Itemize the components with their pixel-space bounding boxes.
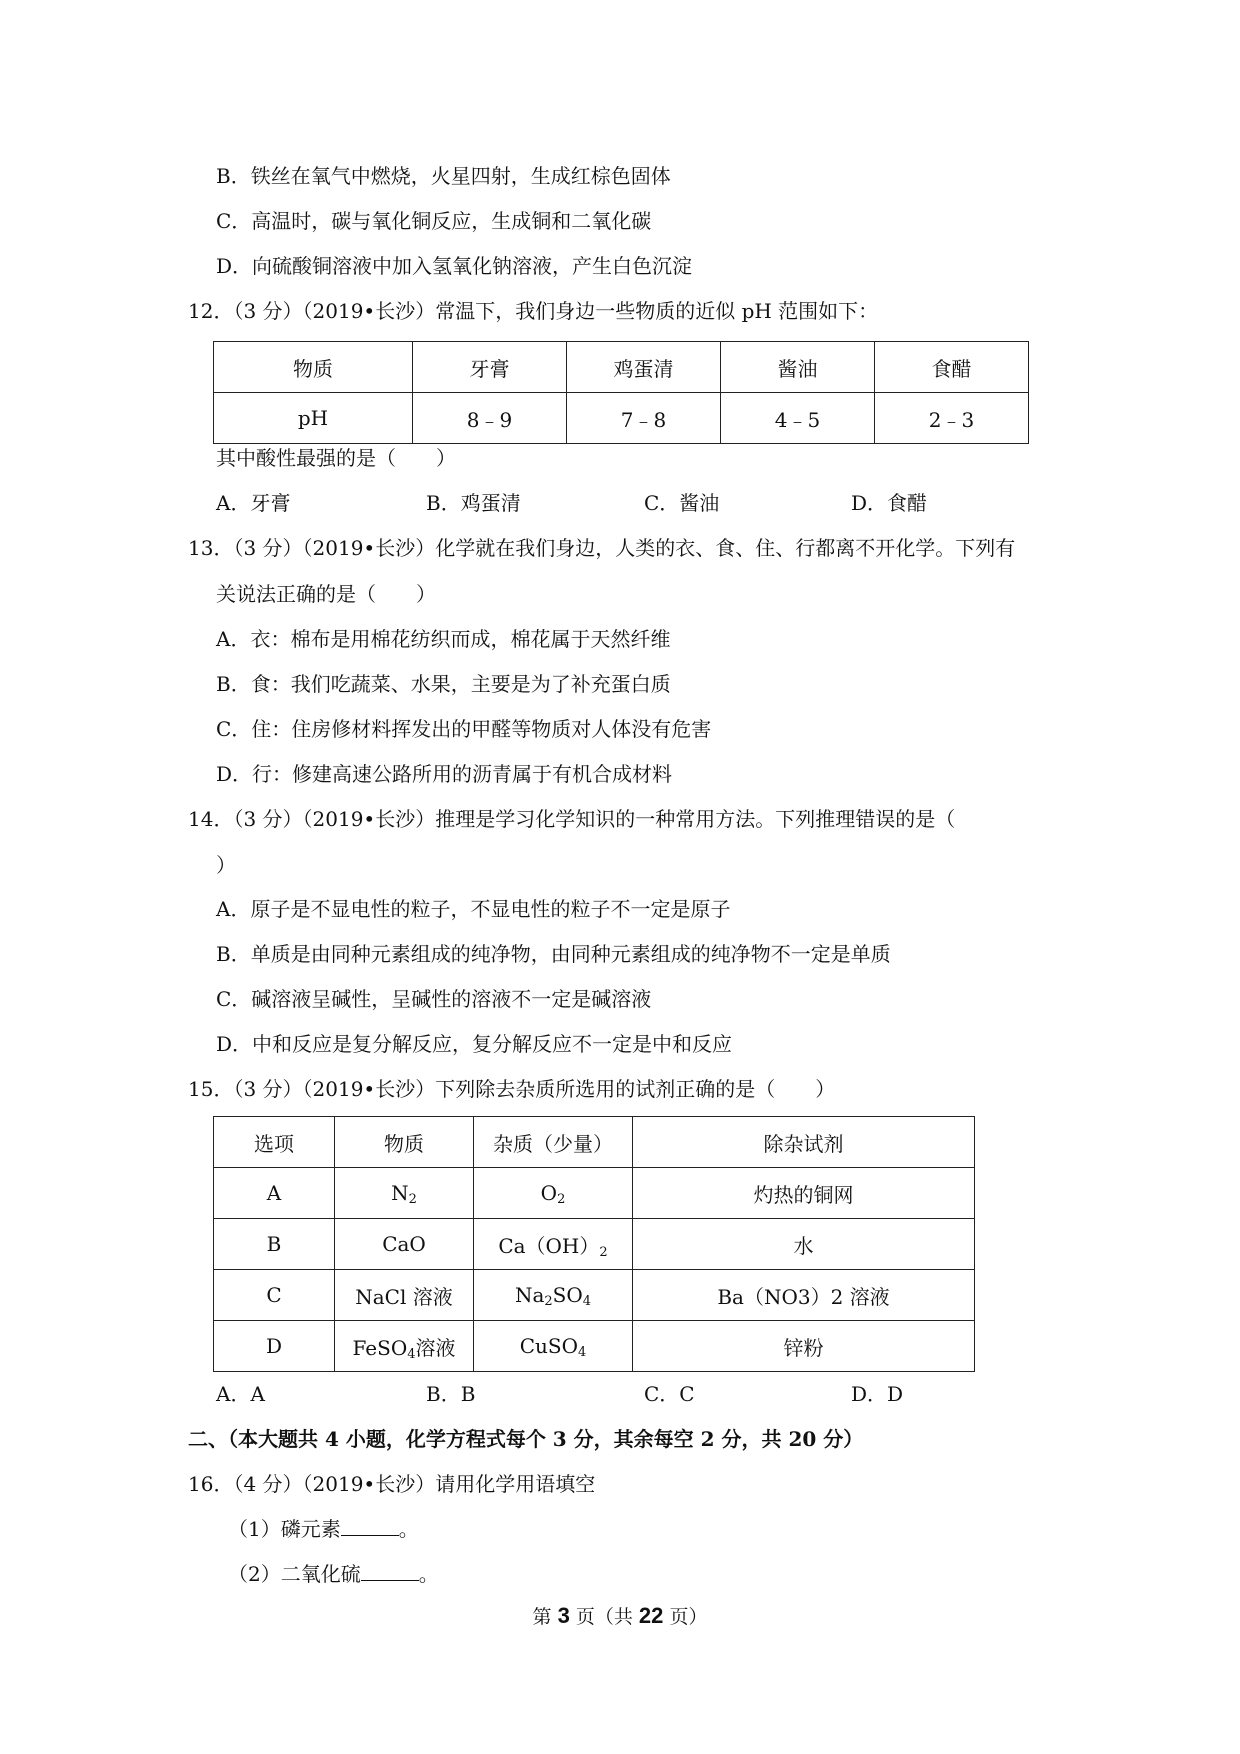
q14-option: A．原子是不显电性的粒子，不显电性的粒子不一定是原子 <box>216 897 731 921</box>
q11-option-c: C．高温时，碳与氧化铜反应，生成铜和二氧化碳 <box>216 209 652 233</box>
q12-options <box>216 489 976 517</box>
q15-option: B．B <box>426 1382 476 1406</box>
impurity-table-cell: 灼热的铜网 <box>633 1168 975 1219</box>
impurity-table-cell: Ba（NO3）2 溶液 <box>633 1270 975 1321</box>
q15-option: A．A <box>216 1382 265 1406</box>
q16-item-2: （2）二氧化硫 。 <box>228 1562 439 1586</box>
impurity-table-row <box>214 1321 975 1372</box>
q14-option: C．碱溶液呈碱性，呈碱性的溶液不一定是碱溶液 <box>216 987 652 1011</box>
q13-option: D．行：修建高速公路所用的沥青属于有机合成材料 <box>216 762 673 786</box>
answer-blank[interactable] <box>361 1560 419 1581</box>
ph-table-cell: 8﹣9 <box>413 393 567 444</box>
ph-table-cell: 7﹣8 <box>567 393 721 444</box>
q14-option: D．中和反应是复分解反应，复分解反应不一定是中和反应 <box>216 1032 733 1056</box>
q15-option: D．D <box>851 1382 904 1406</box>
impurity-table-cell: FeSO$_4$溶液 <box>335 1321 474 1372</box>
page-total: 22 <box>638 1603 664 1628</box>
ph-table-header: 鸡蛋清 <box>567 342 721 393</box>
impurity-table-header: 选项 <box>214 1117 335 1168</box>
answer-blank[interactable] <box>341 1515 399 1536</box>
q12-option: C．酱油 <box>644 491 720 515</box>
q15-option: C．C <box>644 1382 695 1406</box>
page-footer: 第 3 页（共 22 页） <box>532 1603 708 1628</box>
impurity-table-header-row <box>214 1117 975 1168</box>
impurity-table-cell: 锌粉 <box>633 1321 975 1372</box>
impurity-table-header: 物质 <box>335 1117 474 1168</box>
impurity-table-cell: B <box>214 1219 335 1270</box>
impurity-table-cell: 水 <box>633 1219 975 1270</box>
impurity-table-cell: CuSO$_4$ <box>474 1321 633 1372</box>
q13-option: C．住：住房修材料挥发出的甲醛等物质对人体没有危害 <box>216 717 712 741</box>
section-heading: 二、（本大题共 4 小题，化学方程式每个 3 分，其余每空 2 分，共 20 分） <box>188 1427 864 1451</box>
q13-stem-line1: 13．（3 分）（2019•长沙）化学就在我们身边，人类的衣、食、住、行都离不开化学。下列有 <box>188 536 1016 560</box>
q13-option: B．食：我们吃蔬菜、水果，主要是为了补充蛋白质 <box>216 672 671 696</box>
ph-table-cell: 4﹣5 <box>721 393 875 444</box>
ph-table-header: 酱油 <box>721 342 875 393</box>
ph-table-cell: pH <box>214 393 413 444</box>
impurity-table-row <box>214 1168 975 1219</box>
impurity-table-cell: D <box>214 1321 335 1372</box>
impurity-table-cell: A <box>214 1168 335 1219</box>
ph-table-header: 食醋 <box>875 342 1029 393</box>
q12-option: B．鸡蛋清 <box>426 491 521 515</box>
impurity-table-cell: $N_2$ <box>335 1168 474 1219</box>
impurity-table <box>213 1116 975 1372</box>
impurity-table-row <box>214 1270 975 1321</box>
impurity-table-cell: C <box>214 1270 335 1321</box>
ph-table-header-row <box>214 342 1029 393</box>
ph-table-cell: 2﹣3 <box>875 393 1029 444</box>
q14-option: B．单质是由同种元素组成的纯净物，由同种元素组成的纯净物不一定是单质 <box>216 942 891 966</box>
q16-item-1: （1）磷元素 。 <box>228 1517 419 1541</box>
q15-options <box>216 1380 976 1408</box>
q12-question: 其中酸性最强的是（ ） <box>216 446 456 470</box>
impurity-table-header: 杂质（少量） <box>474 1117 633 1168</box>
q16-stem: 16．（4 分）（2019•长沙）请用化学用语填空 <box>188 1472 596 1496</box>
impurity-table-cell: $O_2$ <box>474 1168 633 1219</box>
q12-stem: 12．（3 分）（2019•长沙）常温下，我们身边一些物质的近似 pH 范围如下： <box>188 299 879 323</box>
ph-table-header: 物质 <box>214 342 413 393</box>
ph-table-row <box>214 393 1029 444</box>
q11-option-b: B．铁丝在氧气中燃烧，火星四射，生成红棕色固体 <box>216 164 671 188</box>
page-number: 3 <box>557 1603 570 1628</box>
q13-option: A．衣：棉布是用棉花纺织而成，棉花属于天然纤维 <box>216 627 671 651</box>
impurity-table-cell: NaCl 溶液 <box>335 1270 474 1321</box>
ph-table-header: 牙膏 <box>413 342 567 393</box>
impurity-table-row <box>214 1219 975 1270</box>
q15-stem: 15．（3 分）（2019•长沙）下列除去杂质所选用的试剂正确的是（ ） <box>188 1077 836 1101</box>
q12-option: D．食醋 <box>851 491 928 515</box>
q12-option: A．牙膏 <box>216 491 291 515</box>
impurity-table-cell: $Ca(OH)_2$ <box>474 1219 633 1270</box>
ph-table <box>213 341 1029 444</box>
q11-option-d: D．向硫酸铜溶液中加入氢氧化钠溶液，产生白色沉淀 <box>216 254 693 278</box>
impurity-table-cell: CaO <box>335 1219 474 1270</box>
q14-stem-line2: ） <box>216 853 236 877</box>
impurity-table-cell: $Na_2SO_4$ <box>474 1270 633 1321</box>
q13-stem-line2: 关说法正确的是（ ） <box>216 582 436 606</box>
q14-stem-line1: 14．（3 分）（2019•长沙）推理是学习化学知识的一种常用方法。下列推理错误的是（ <box>188 807 956 831</box>
impurity-table-header: 除杂试剂 <box>633 1117 975 1168</box>
